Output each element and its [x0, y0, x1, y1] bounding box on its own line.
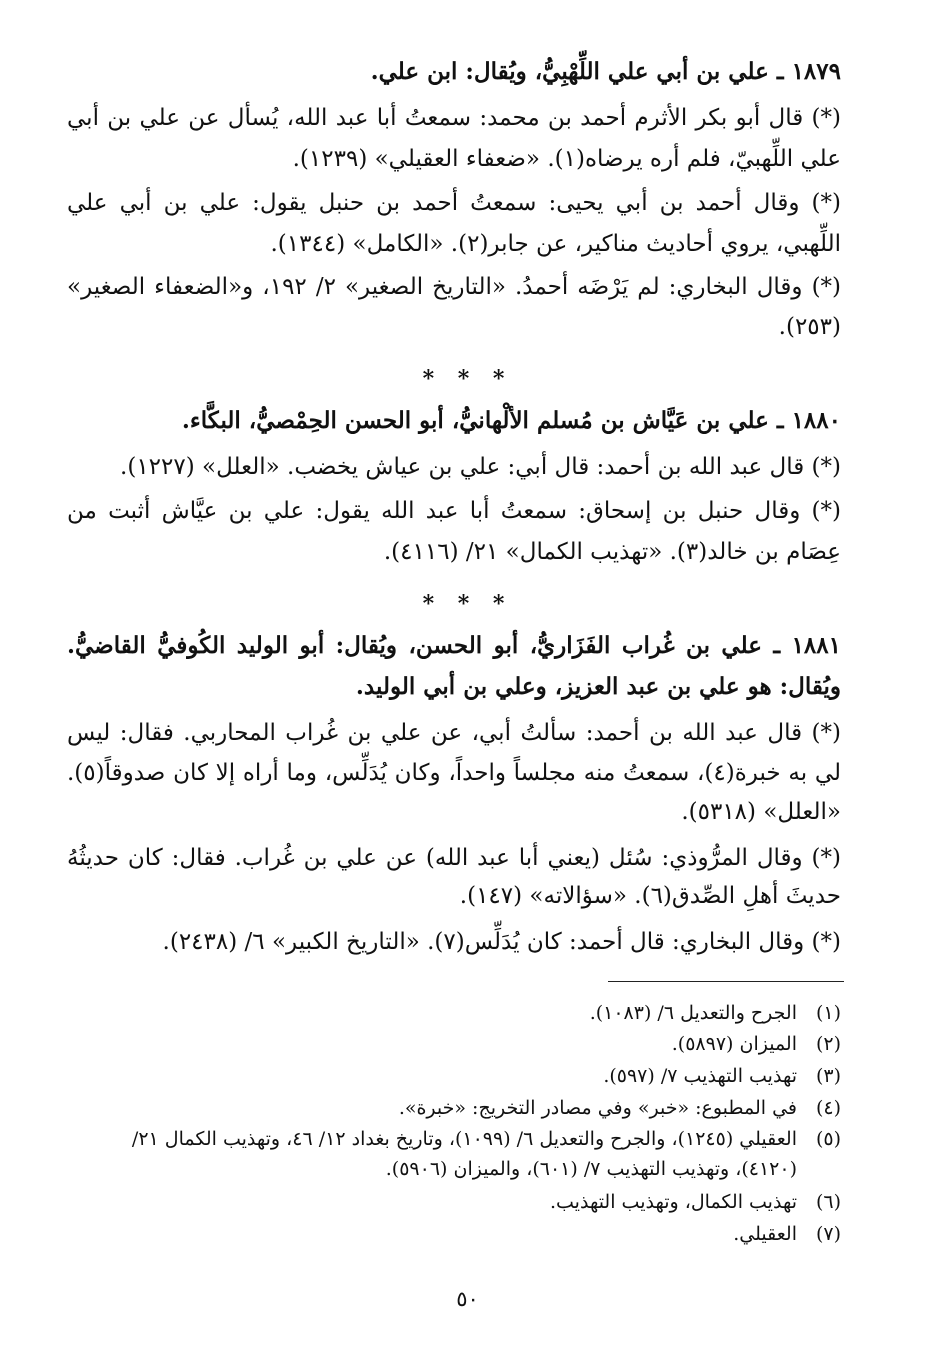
entry-text-line: (*) قال أبو بكر الأثرم أحمد بن محمد: سمعتُ أبا عبد الله، يُسأل عن علي بن أبي [67, 105, 841, 131]
footnote-text: العقيلي (١٢٤٥)، والجرح والتعديل ٦/ (١٠٩٩)، وتاريخ بغداد ١٢/ ٤٦، وتهذيب الكمال ٢١/ [131, 1128, 797, 1150]
entry-heading-1880: ١٨٨٠ ـ علي بن عَيَّاش بن مُسلم الألْهانيُّ، أبو الحسن الحِمْصيُّ، البكَّاء. [181, 407, 841, 434]
footnote-number: (١) [815, 1002, 841, 1024]
footnote-text: تهذيب التهذيب ٧/ (٥٩٧). [603, 1065, 797, 1087]
footnote-text: الميزان (٥٨٩٧). [671, 1033, 797, 1055]
footnote-text-continued: (٤١٢٠)، وتهذيب التهذيب ٧/ (٦٠١)، والميزان (٥٩٠٦). [385, 1158, 797, 1180]
entry-text-line: لي به خبرة(٤)، سمعتُ منه مجلساً واحداً، وكان يُدَلِّس، وما أراه إلا كان صدوقاً(٥). [67, 760, 842, 786]
footnote-separator-rule [608, 981, 844, 982]
footnote-text: العقيلي. [733, 1223, 797, 1245]
entry-text-line: علي اللِّهبيّ، فلم أره يرضاه(١). «ضعفاء العقيلي» (١٢٣٩). [292, 146, 841, 172]
footnote-text: تهذيب الكمال، وتهذيب التهذيب. [549, 1191, 797, 1213]
entry-text-line: (*) قال عبد الله بن أحمد: قال أبي: علي بن عياش يخضب. «العلل» (١٢٢٧). [120, 454, 841, 480]
entry-text-line: (*) قال عبد الله بن أحمد: سألتُ أبي، عن علي بن غُراب المحاربي. فقال: ليس [67, 720, 841, 746]
page-number: ٥٠ [456, 1287, 479, 1311]
footnote-number: (٣) [815, 1065, 841, 1087]
entry-text-line: (*) وقال البخاري: لم يَرْضَه أحمدُ. «التاريخ الصغير» ٢/ ١٩٢، و«الضعفاء الصغير» [67, 274, 842, 300]
footnote-text: الجرح والتعديل ٦/ (١٠٨٣). [589, 1002, 797, 1024]
footnote-number: (٧) [815, 1223, 841, 1245]
entry-text-line: (*) وقال البخاري: قال أحمد: كان يُدَلِّس(٧). «التاريخ الكبير» ٦/ (٢٤٣٨). [162, 929, 841, 955]
entry-text-line: (*) وقال أحمد بن أبي يحيى: سمعتُ أحمد بن حنبل يقول: علي بن أبي علي [67, 190, 841, 216]
entry-heading-1881: ١٨٨١ ـ علي بن غُراب الفَزَاريُّ، أبو الحسن، ويُقال: أبو الوليد الكُوفيُّ القاضيُّ. [67, 632, 841, 659]
entry-heading-1881-cont: ويُقال: هو علي بن عبد العزيز، وعلي بن أبي الوليد. [355, 673, 841, 700]
entry-text-line: «العلل» (٥٣١٨). [681, 799, 841, 825]
section-separator: * * * [422, 591, 513, 617]
entry-text-line: اللِّهبي، يروي أحاديث مناكير، عن جابر(٢). «الكامل» (١٣٤٤). [270, 231, 841, 257]
section-separator: * * * [422, 366, 513, 392]
footnote-text: في المطبوع: «خبر» وفي مصادر التخريج: «خبرة». [398, 1097, 797, 1119]
entry-text-line: (*) وقال المرُّوذي: سُئل (يعني أبا عبد الله) عن علي بن غُراب. فقال: كان حديثُهُ [67, 845, 841, 871]
footnote-number: (٤) [815, 1097, 841, 1119]
footnote-number: (٥) [815, 1128, 841, 1150]
entry-text-line: (٢٥٣). [778, 314, 841, 340]
entry-text-line: (*) وقال حنبل بن إسحاق: سمعتُ أبا عبد الله يقول: علي بن عيَّاش أثبت من [67, 498, 841, 524]
entry-text-line: عِصَام بن خالد(٣). «تهذيب الكمال» ٢١/ (٤١١٦). [383, 539, 841, 565]
entry-text-line: حديثَ أهلِ الصِّدق(٦). «سؤالاته» (١٤٧). [459, 883, 841, 909]
footnote-number: (٢) [815, 1033, 841, 1055]
entry-heading-1879: ١٨٧٩ ـ علي بن أبي علي اللِّهْبِيُّ، ويُقال: ابن علي. [370, 58, 841, 85]
footnote-number: (٦) [815, 1191, 841, 1213]
